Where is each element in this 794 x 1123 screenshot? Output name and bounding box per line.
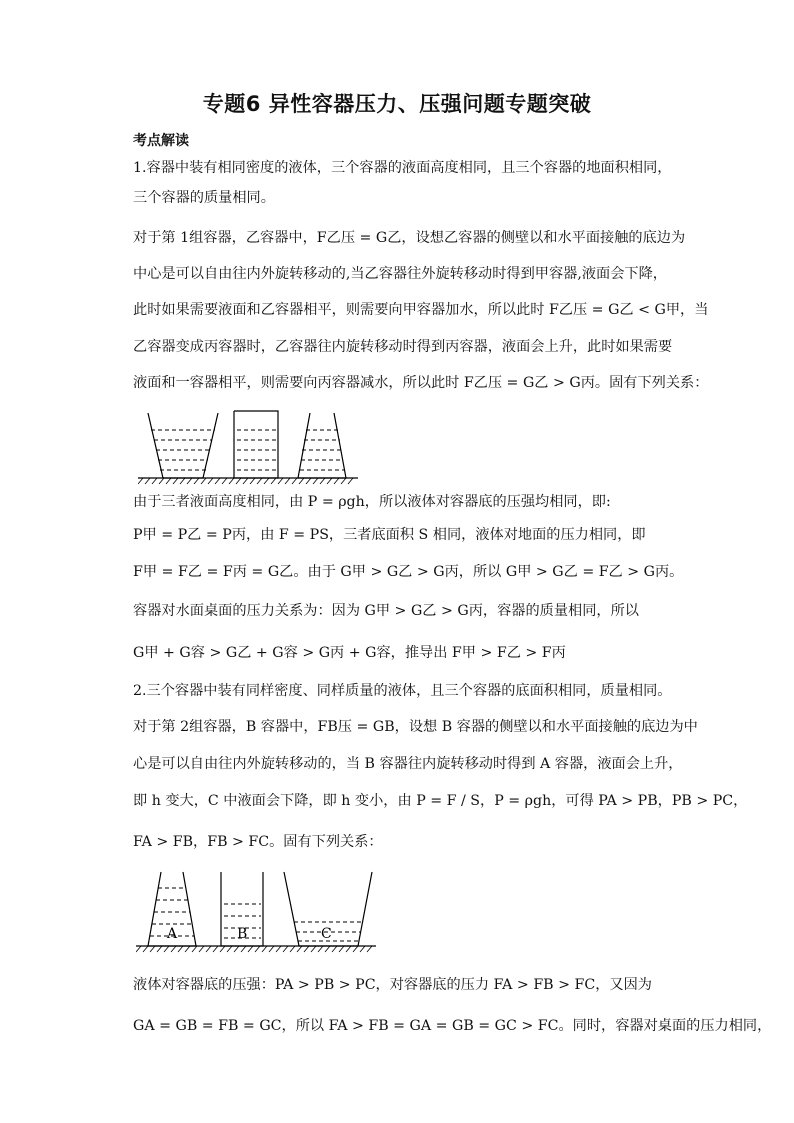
text-line: 乙容器变成丙容器时，乙容器往内旋转移动时得到丙容器，液面会上升，此时如果需要: [133, 339, 673, 355]
text-line: 1.容器中装有相同密度的液体，三个容器的液面高度相同，且三个容器的地面积相同，: [133, 160, 672, 176]
text-line: 液面和一容器相平，则需要向丙容器减水，所以此时 F乙压 = G乙 > G丙。固有下列关系：: [133, 375, 709, 391]
container-a-label: A: [167, 926, 178, 942]
text-line: GA = GB = FB = GC，所以 FA > FB = GA = GB = GC > FC。同时，容器对桌面的压力相同，: [133, 1018, 772, 1034]
figure-containers-2: [136, 868, 376, 953]
figure-containers-1: [138, 405, 358, 485]
text-line: F甲 = F乙 = F丙 = G乙。由于 G甲 > G乙 > G丙，所以 G甲 > G乙 = F乙 > G丙。: [133, 564, 684, 580]
text-line: 中心是可以自由往内外旋转移动的,当乙容器往外旋转移动时得到甲容器,液面会下降，: [133, 266, 667, 282]
text-line: 对于第 1组容器，乙容器中，F乙压 = G乙，设想乙容器的侧壁以和水平面接触的底边为: [133, 230, 686, 246]
text-line: G甲 + G容 > G乙 + G容 > G丙 + G容，推导出 F甲 > F乙 > F丙: [133, 645, 566, 661]
text-line: 即 h 变大，C 中液面会下降，即 h 变小，由 P = F / S，P = ρgh，可得 PA > PB，PB > PC，: [133, 793, 748, 809]
text-line: 容器对水面桌面的压力关系为：因为 G甲 > G乙 > G丙，容器的质量相同，所以: [133, 603, 639, 619]
text-line: 此时如果需要液面和乙容器相平，则需要向甲容器加水，所以此时 F乙压 = G乙 < G甲，当: [133, 302, 709, 318]
page-title: 专题6 异性容器压力、压强问题专题突破: [202, 92, 592, 116]
section-heading: 考点解读: [133, 133, 189, 149]
text-line: 2.三个容器中装有同样密度、同样质量的液体，且三个容器的底面积相同，质量相同。: [133, 683, 672, 699]
text-line: 液体对容器底的压强：PA > PB > PC，对容器底的压力 FA > FB > FC，又因为: [133, 977, 652, 993]
text-line: FA > FB，FB > FC。固有下列关系：: [133, 834, 383, 850]
text-line: P甲 = P乙 = P丙，由 F = PS，三者底面积 S 相同，液体对地面的压力相同，即: [133, 527, 646, 543]
container-c-label: C: [321, 926, 332, 942]
text-line: 三个容器的质量相同。: [133, 190, 275, 206]
text-line: 由于三者液面高度相同，由 P = ρgh，所以液体对容器底的压强均相同，即:: [133, 494, 611, 510]
container-b-label: B: [237, 926, 248, 942]
text-line: 心是可以自由往内外旋转移动的，当 B 容器往内旋转移动时得到 A 容器，液面会上升，: [133, 756, 683, 772]
text-line: 对于第 2组容器，B 容器中，FB压 = GB，设想 B 容器的侧壁以和水平面接触的底边为中: [133, 719, 698, 735]
